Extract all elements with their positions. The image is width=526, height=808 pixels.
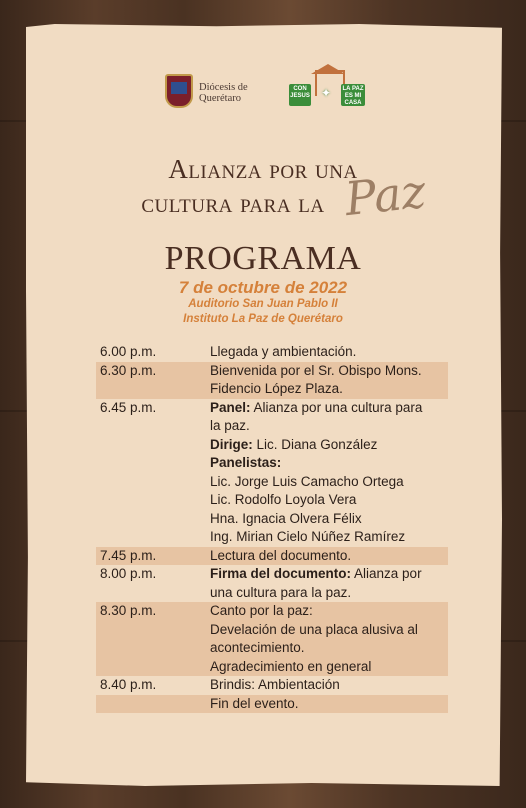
program-line-text: Fidencio López Plaza.	[210, 381, 343, 396]
program-line	[210, 602, 448, 621]
program-time: 6.30 p.m.	[100, 362, 157, 378]
program-time: 6.45 p.m.	[100, 399, 157, 415]
program-row	[96, 695, 448, 714]
program-line-text: Alianza por	[351, 566, 422, 581]
program-description	[210, 676, 448, 695]
program-line-text: una cultura para la paz.	[210, 584, 352, 600]
program-line-text: Canto por la paz:	[210, 603, 313, 618]
program-line-text: Alianza por una cultura para	[250, 399, 423, 415]
program-line	[210, 399, 448, 418]
dove-icon: ✦	[321, 86, 332, 100]
program-description	[210, 602, 448, 676]
program-row	[96, 399, 448, 547]
program-time: 6.00 p.m.	[100, 344, 157, 359]
program-line	[210, 639, 448, 658]
program-line	[210, 584, 448, 603]
program-line-label: Firma del documento:	[210, 566, 352, 581]
program-line-text: Fin del evento.	[210, 695, 299, 711]
program-line-text: Agradecimiento en general	[210, 658, 372, 674]
program-description	[210, 547, 448, 566]
program-description	[210, 565, 448, 602]
program-line	[210, 436, 448, 455]
program-line-label: Panel:	[210, 399, 251, 415]
event-date: 7 de octubre de 2022	[178, 278, 348, 297]
program-line-text: Lic. Diana González	[252, 436, 378, 452]
program-line	[210, 380, 448, 399]
program-line	[210, 621, 448, 640]
program-time: 8.30 p.m.	[100, 603, 157, 618]
program-line	[210, 473, 448, 492]
program-row	[96, 362, 448, 399]
program-line	[210, 454, 448, 473]
venue-auditorium: Auditorio San Juan Pablo II	[188, 298, 338, 310]
program-time: 8.00 p.m.	[100, 566, 157, 581]
program-line	[210, 676, 448, 695]
program-description	[210, 362, 448, 399]
title-line-1: Alianza por una	[168, 154, 358, 184]
program-line	[210, 565, 448, 584]
title-script-paz: Paz	[342, 163, 429, 227]
program-line-text: Llegada y ambientación.	[210, 344, 357, 359]
programa-heading: PROGRAMA	[164, 240, 362, 277]
program-description	[210, 343, 448, 362]
program-description	[210, 695, 448, 714]
program-line	[210, 547, 448, 566]
program-line-text: acontecimiento.	[210, 640, 305, 655]
program-description	[210, 399, 448, 547]
diocesis-city: Querétaro	[199, 93, 241, 104]
program-line-text: Hna. Ignacia Olvera Félix	[210, 510, 362, 526]
program-schedule	[96, 343, 448, 713]
program-line	[210, 658, 448, 677]
badge-la-paz: LA PAZ ES MI CASA	[342, 86, 364, 106]
program-line	[210, 362, 448, 381]
program-line-text: Lic. Jorge Luis Camacho Ortega	[210, 473, 404, 489]
program-row	[96, 565, 448, 602]
program-row	[96, 343, 448, 362]
program-line-text: la paz.	[210, 418, 250, 433]
logos-bar	[0, 70, 526, 114]
program-line-label: Dirige:	[210, 436, 253, 452]
diocesis-name: Diócesis de	[199, 82, 248, 93]
program-line-text: Lectura del documento.	[210, 547, 352, 563]
program-time	[96, 695, 210, 714]
program-line	[210, 491, 448, 510]
venue-institute: Instituto La Paz de Querétaro	[183, 313, 343, 325]
program-row	[96, 676, 448, 695]
program-line-text: Bienvenida por el Sr. Obispo Mons.	[210, 362, 422, 378]
la-paz-logo	[289, 70, 369, 114]
title-line-2: cultura para la	[141, 188, 325, 218]
crest-icon	[165, 74, 193, 108]
program-line-text: Brindis: Ambientación	[210, 677, 340, 692]
program-line	[210, 343, 448, 362]
program-time: 8.40 p.m.	[100, 677, 157, 692]
program-row	[96, 547, 448, 566]
program-line-label: Panelistas:	[210, 455, 282, 470]
badge-con-jesus: CON JESUS	[289, 84, 311, 106]
program-row	[96, 602, 448, 676]
program-line	[210, 528, 448, 547]
program-line-text: Develación de una placa alusiva al	[210, 621, 418, 637]
program-line	[210, 417, 448, 436]
program-line	[210, 695, 448, 714]
program-line-text: Lic. Rodolfo Loyola Vera	[210, 492, 357, 507]
program-time: 7.45 p.m.	[100, 547, 157, 563]
program-line-text: Ing. Mirian Cielo Núñez Ramírez	[210, 529, 406, 544]
program-line	[210, 510, 448, 529]
